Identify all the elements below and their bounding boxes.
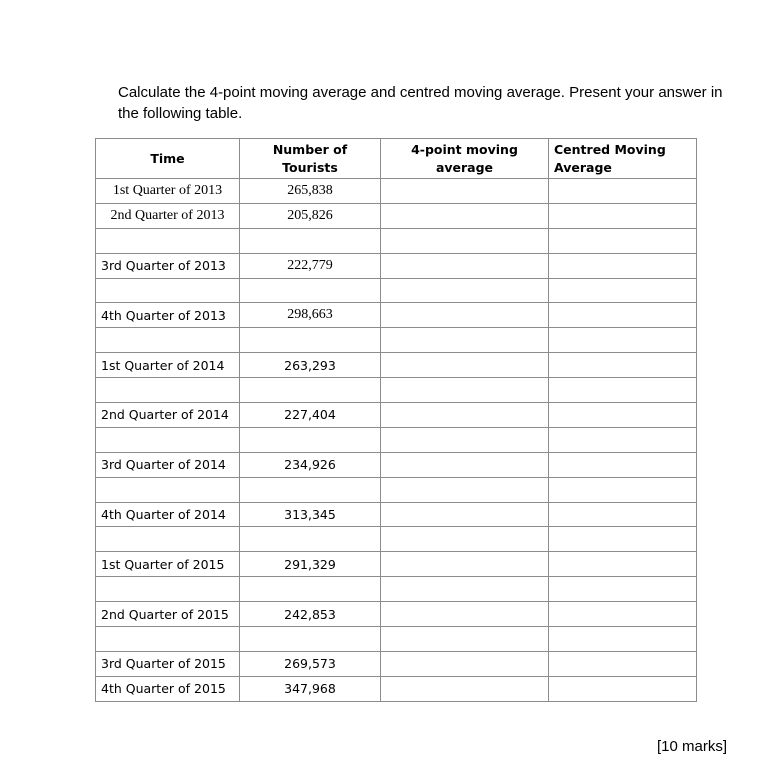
time-cell: 3rd Quarter of 2013 xyxy=(96,253,240,278)
table-row xyxy=(96,427,697,452)
time-cell: 1st Quarter of 2015 xyxy=(96,552,240,577)
table-row xyxy=(96,179,697,204)
centred-moving-average-cell[interactable] xyxy=(549,253,697,278)
moving-average-cell[interactable] xyxy=(381,502,549,527)
time-cell xyxy=(96,627,240,652)
time-cell xyxy=(96,577,240,602)
centred-moving-average-cell[interactable] xyxy=(549,577,697,602)
table-row xyxy=(96,203,697,228)
tourists-cell xyxy=(240,278,381,303)
moving-average-cell[interactable] xyxy=(381,602,549,627)
table-row xyxy=(96,676,697,701)
table-row xyxy=(96,278,697,303)
table-row xyxy=(96,378,697,403)
tourists-cell xyxy=(240,378,381,403)
table-row xyxy=(96,228,697,253)
centred-moving-average-cell[interactable] xyxy=(549,502,697,527)
time-cell xyxy=(96,477,240,502)
table-row xyxy=(96,253,697,278)
table-row xyxy=(96,552,697,577)
table-row xyxy=(96,527,697,552)
centred-moving-average-cell[interactable] xyxy=(549,353,697,378)
tourists-cell: 227,404 xyxy=(240,403,381,428)
centred-moving-average-cell[interactable] xyxy=(549,179,697,204)
header-centred-moving-average: Centred Moving Average xyxy=(549,139,697,179)
time-cell: 4th Quarter of 2014 xyxy=(96,502,240,527)
time-cell: 3rd Quarter of 2015 xyxy=(96,651,240,676)
time-cell xyxy=(96,228,240,253)
centred-moving-average-cell[interactable] xyxy=(549,228,697,253)
tourists-cell: 242,853 xyxy=(240,602,381,627)
centred-moving-average-cell[interactable] xyxy=(549,627,697,652)
tourists-cell: 265,838 xyxy=(240,179,381,204)
tourists-cell xyxy=(240,577,381,602)
time-cell: 1st Quarter of 2014 xyxy=(96,353,240,378)
time-cell: 2nd Quarter of 2015 xyxy=(96,602,240,627)
time-cell: 4th Quarter of 2013 xyxy=(96,303,240,328)
centred-moving-average-cell[interactable] xyxy=(549,303,697,328)
table-row xyxy=(96,627,697,652)
tourists-cell: 234,926 xyxy=(240,452,381,477)
tourists-cell: 222,779 xyxy=(240,253,381,278)
table-body xyxy=(96,179,697,702)
time-cell: 4th Quarter of 2015 xyxy=(96,676,240,701)
table-row xyxy=(96,452,697,477)
tourists-cell xyxy=(240,328,381,353)
table-row xyxy=(96,303,697,328)
time-cell xyxy=(96,427,240,452)
time-cell xyxy=(96,328,240,353)
moving-average-cell[interactable] xyxy=(381,179,549,204)
centred-moving-average-cell[interactable] xyxy=(549,203,697,228)
moving-average-cell[interactable] xyxy=(381,452,549,477)
tourists-cell xyxy=(240,228,381,253)
header-time: Time xyxy=(96,139,240,179)
centred-moving-average-cell[interactable] xyxy=(549,328,697,353)
centred-moving-average-cell[interactable] xyxy=(549,452,697,477)
time-cell: 2nd Quarter of 2014 xyxy=(96,403,240,428)
moving-average-cell[interactable] xyxy=(381,527,549,552)
moving-average-cell[interactable] xyxy=(381,676,549,701)
centred-moving-average-cell[interactable] xyxy=(549,427,697,452)
time-cell: 1st Quarter of 2013 xyxy=(96,179,240,204)
tourists-cell: 313,345 xyxy=(240,502,381,527)
moving-average-cell[interactable] xyxy=(381,303,549,328)
tourists-cell: 298,663 xyxy=(240,303,381,328)
moving-average-cell[interactable] xyxy=(381,427,549,452)
header-4-point-moving-average: 4-point moving average xyxy=(381,139,549,179)
centred-moving-average-cell[interactable] xyxy=(549,651,697,676)
tourists-cell: 263,293 xyxy=(240,353,381,378)
tourists-cell: 269,573 xyxy=(240,651,381,676)
centred-moving-average-cell[interactable] xyxy=(549,378,697,403)
centred-moving-average-cell[interactable] xyxy=(549,676,697,701)
moving-average-cell[interactable] xyxy=(381,403,549,428)
tourists-cell xyxy=(240,477,381,502)
moving-average-cell[interactable] xyxy=(381,328,549,353)
table-row xyxy=(96,602,697,627)
centred-moving-average-cell[interactable] xyxy=(549,477,697,502)
moving-average-cell[interactable] xyxy=(381,278,549,303)
table-header-row xyxy=(96,139,697,179)
header-number-of-tourists: Number of Tourists xyxy=(240,139,381,179)
tourists-cell xyxy=(240,427,381,452)
time-cell xyxy=(96,378,240,403)
question-text: Calculate the 4-point moving average and centred moving average. Present your answer in the following table. xyxy=(118,84,723,122)
time-cell xyxy=(96,527,240,552)
moving-average-cell[interactable] xyxy=(381,353,549,378)
table-row xyxy=(96,577,697,602)
table-row xyxy=(96,403,697,428)
table-row xyxy=(96,353,697,378)
moving-average-cell[interactable] xyxy=(381,477,549,502)
table-row xyxy=(96,328,697,353)
moving-average-cell[interactable] xyxy=(381,552,549,577)
tourists-cell xyxy=(240,627,381,652)
centred-moving-average-cell[interactable] xyxy=(549,602,697,627)
tourists-cell: 291,329 xyxy=(240,552,381,577)
centred-moving-average-cell[interactable] xyxy=(549,552,697,577)
marks-label: [10 marks] xyxy=(656,738,727,755)
table-row xyxy=(96,651,697,676)
moving-average-table xyxy=(95,138,697,702)
tourists-cell: 205,826 xyxy=(240,203,381,228)
tourists-cell: 347,968 xyxy=(240,676,381,701)
moving-average-cell[interactable] xyxy=(381,627,549,652)
tourists-cell xyxy=(240,527,381,552)
centred-moving-average-cell[interactable] xyxy=(549,527,697,552)
moving-average-cell[interactable] xyxy=(381,651,549,676)
centred-moving-average-cell[interactable] xyxy=(549,403,697,428)
table-row xyxy=(96,502,697,527)
moving-average-cell[interactable] xyxy=(381,378,549,403)
moving-average-cell[interactable] xyxy=(381,577,549,602)
table-row xyxy=(96,477,697,502)
moving-average-cell[interactable] xyxy=(381,253,549,278)
moving-average-cell[interactable] xyxy=(381,203,549,228)
time-cell: 3rd Quarter of 2014 xyxy=(96,452,240,477)
time-cell: 2nd Quarter of 2013 xyxy=(96,203,240,228)
moving-average-cell[interactable] xyxy=(381,228,549,253)
centred-moving-average-cell[interactable] xyxy=(549,278,697,303)
time-cell xyxy=(96,278,240,303)
